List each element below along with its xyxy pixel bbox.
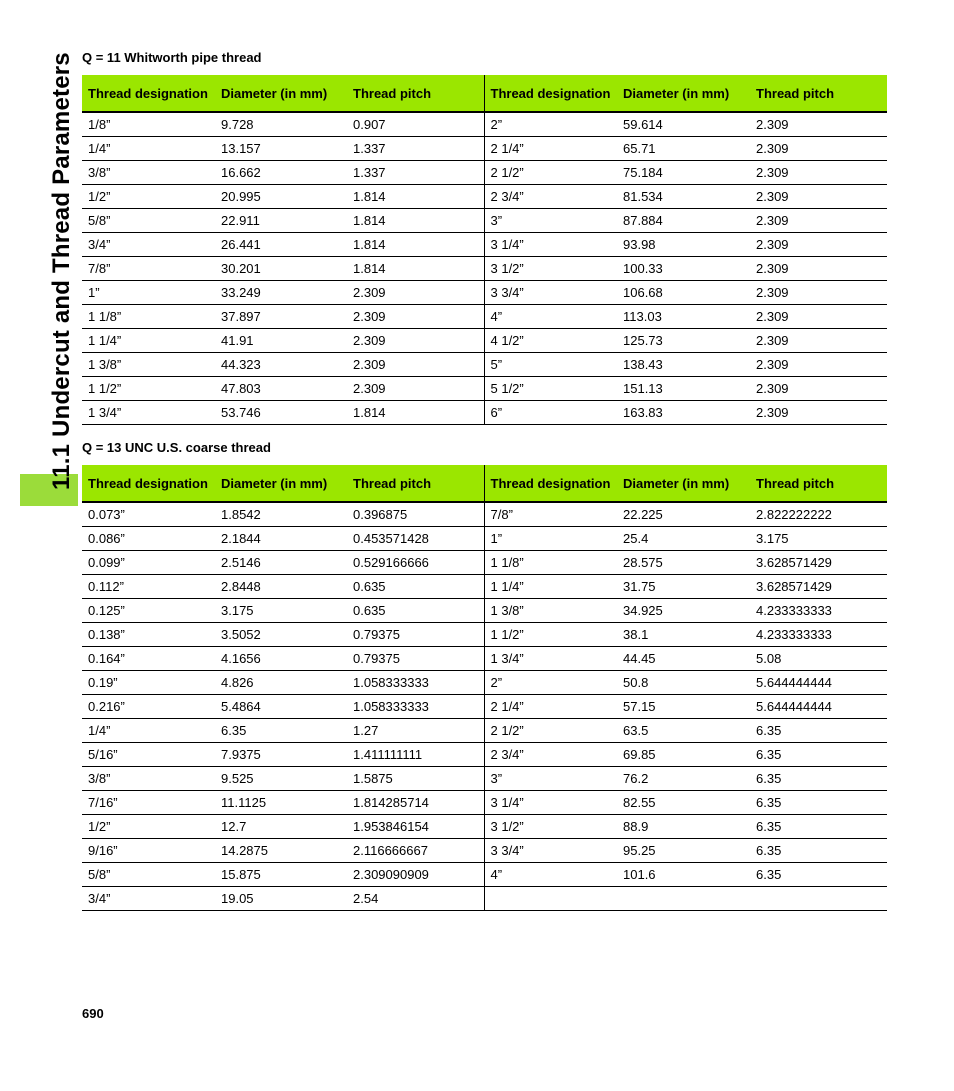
thread-pitch-cell: 2.309 (750, 329, 887, 353)
thread-pitch-cell: 2.309 (750, 377, 887, 401)
thread-pitch-cell: 0.453571428 (347, 527, 484, 551)
table-row (82, 815, 887, 839)
table-row (82, 791, 887, 815)
thread-designation-cell: 9/16” (82, 839, 215, 863)
header-diameter: Diameter (in mm) (617, 75, 750, 112)
diameter-cell: 12.7 (215, 815, 347, 839)
thread-designation-cell: 1 1/8” (82, 305, 215, 329)
table-row (82, 647, 887, 671)
diameter-cell: 14.2875 (215, 839, 347, 863)
diameter-cell: 53.746 (215, 401, 347, 425)
thread-pitch-cell: 3.628571429 (750, 551, 887, 575)
header-diameter: Diameter (in mm) (215, 75, 347, 112)
thread-designation-cell: 5/8” (82, 209, 215, 233)
thread-pitch-cell: 2.309 (750, 305, 887, 329)
thread-designation-cell: 1 1/4” (82, 329, 215, 353)
thread-pitch-cell: 5.644444444 (750, 695, 887, 719)
thread-designation-cell: 1 1/2” (484, 623, 617, 647)
thread-designation-cell: 1” (484, 527, 617, 551)
table-row (82, 527, 887, 551)
diameter-cell: 63.5 (617, 719, 750, 743)
whitworth-section-title: Q = 11 Whitworth pipe thread (82, 50, 262, 65)
diameter-cell: 9.525 (215, 767, 347, 791)
diameter-cell: 9.728 (215, 112, 347, 137)
thread-pitch-cell: 1.814 (347, 401, 484, 425)
table-row (82, 329, 887, 353)
diameter-cell: 4.1656 (215, 647, 347, 671)
table-row (82, 401, 887, 425)
table-row (82, 161, 887, 185)
thread-designation-cell: 7/8” (82, 257, 215, 281)
thread-pitch-cell: 1.058333333 (347, 671, 484, 695)
diameter-cell: 82.55 (617, 791, 750, 815)
table-row (82, 599, 887, 623)
thread-designation-cell: 2 1/2” (484, 719, 617, 743)
thread-designation-cell: 1 3/8” (82, 353, 215, 377)
thread-designation-cell: 1” (82, 281, 215, 305)
thread-pitch-cell: 6.35 (750, 719, 887, 743)
table-row (82, 377, 887, 401)
diameter-cell: 57.15 (617, 695, 750, 719)
thread-pitch-cell: 2.309 (750, 161, 887, 185)
header-thread-pitch: Thread pitch (347, 75, 484, 112)
header-diameter: Diameter (in mm) (617, 465, 750, 502)
thread-designation-cell: 5/16” (82, 743, 215, 767)
thread-pitch-cell: 0.396875 (347, 502, 484, 527)
diameter-cell: 69.85 (617, 743, 750, 767)
thread-pitch-cell: 1.953846154 (347, 815, 484, 839)
thread-designation-cell: 3” (484, 209, 617, 233)
diameter-cell: 138.43 (617, 353, 750, 377)
thread-designation-cell: 2 1/4” (484, 137, 617, 161)
diameter-cell: 93.98 (617, 233, 750, 257)
diameter-cell: 1.8542 (215, 502, 347, 527)
thread-pitch-cell: 2.309 (347, 353, 484, 377)
thread-designation-cell: 7/8” (484, 502, 617, 527)
thread-designation-cell: 3 3/4” (484, 281, 617, 305)
thread-pitch-cell: 3.628571429 (750, 575, 887, 599)
thread-designation-cell: 2 1/4” (484, 695, 617, 719)
thread-pitch-cell: 6.35 (750, 815, 887, 839)
diameter-cell: 30.201 (215, 257, 347, 281)
thread-pitch-cell: 4.233333333 (750, 599, 887, 623)
table-row (82, 719, 887, 743)
diameter-cell: 5.4864 (215, 695, 347, 719)
thread-pitch-cell: 2.309 (750, 185, 887, 209)
diameter-cell: 25.4 (617, 527, 750, 551)
diameter-cell: 13.157 (215, 137, 347, 161)
whitworth-table (82, 75, 887, 425)
thread-designation-cell: 3/8” (82, 161, 215, 185)
diameter-cell: 151.13 (617, 377, 750, 401)
thread-pitch-cell: 0.79375 (347, 647, 484, 671)
table-row (82, 839, 887, 863)
thread-pitch-cell: 2.309 (750, 353, 887, 377)
thread-designation-cell: 3 1/4” (484, 791, 617, 815)
header-thread-designation: Thread designation (82, 465, 215, 502)
thread-designation-cell: 2 3/4” (484, 185, 617, 209)
diameter-cell: 15.875 (215, 863, 347, 887)
thread-pitch-cell: 2.309 (750, 281, 887, 305)
table-row (82, 887, 887, 911)
diameter-cell: 113.03 (617, 305, 750, 329)
table-row (82, 233, 887, 257)
thread-designation-cell: 1 1/8” (484, 551, 617, 575)
thread-designation-cell: 3/8” (82, 767, 215, 791)
header-thread-designation: Thread designation (484, 75, 617, 112)
thread-designation-cell: 0.19” (82, 671, 215, 695)
thread-pitch-cell: 6.35 (750, 863, 887, 887)
thread-pitch-cell: 1.411111111 (347, 743, 484, 767)
diameter-cell: 2.8448 (215, 575, 347, 599)
thread-pitch-cell: 2.309 (750, 209, 887, 233)
thread-pitch-cell: 1.814 (347, 257, 484, 281)
thread-designation-cell: 5/8” (82, 863, 215, 887)
diameter-cell: 3.175 (215, 599, 347, 623)
thread-designation-cell: 0.073” (82, 502, 215, 527)
diameter-cell: 163.83 (617, 401, 750, 425)
thread-designation-cell: 1/4” (82, 137, 215, 161)
thread-designation-cell: 0.099” (82, 551, 215, 575)
thread-pitch-cell: 2.309 (347, 305, 484, 329)
diameter-cell: 41.91 (215, 329, 347, 353)
thread-designation-cell: 3 1/2” (484, 257, 617, 281)
thread-pitch-cell: 1.337 (347, 137, 484, 161)
diameter-cell: 44.45 (617, 647, 750, 671)
table-row (82, 305, 887, 329)
table-row (82, 551, 887, 575)
table-row (82, 209, 887, 233)
diameter-cell: 28.575 (617, 551, 750, 575)
thread-pitch-cell: 1.814285714 (347, 791, 484, 815)
thread-pitch-cell: 0.529166666 (347, 551, 484, 575)
thread-designation-cell: 1/8” (82, 112, 215, 137)
diameter-cell: 50.8 (617, 671, 750, 695)
table-row (82, 695, 887, 719)
thread-pitch-cell: 1.27 (347, 719, 484, 743)
thread-designation-cell: 1 3/4” (82, 401, 215, 425)
table-row (82, 623, 887, 647)
thread-pitch-cell: 2.309 (347, 281, 484, 305)
table-header-row (82, 75, 887, 112)
table-row (82, 257, 887, 281)
thread-pitch-cell: 0.907 (347, 112, 484, 137)
diameter-cell: 47.803 (215, 377, 347, 401)
thread-designation-cell: 0.112” (82, 575, 215, 599)
table-row (82, 863, 887, 887)
thread-designation-cell: 2” (484, 112, 617, 137)
thread-designation-cell: 5” (484, 353, 617, 377)
thread-designation-cell: 0.164” (82, 647, 215, 671)
thread-pitch-cell: 1.5875 (347, 767, 484, 791)
table-row (82, 281, 887, 305)
diameter-cell: 65.71 (617, 137, 750, 161)
diameter-cell (617, 887, 750, 911)
thread-pitch-cell: 4.233333333 (750, 623, 887, 647)
diameter-cell: 87.884 (617, 209, 750, 233)
header-thread-designation: Thread designation (484, 465, 617, 502)
diameter-cell: 106.68 (617, 281, 750, 305)
diameter-cell: 4.826 (215, 671, 347, 695)
thread-designation-cell: 7/16” (82, 791, 215, 815)
diameter-cell: 3.5052 (215, 623, 347, 647)
diameter-cell: 2.5146 (215, 551, 347, 575)
diameter-cell: 22.225 (617, 502, 750, 527)
thread-designation-cell: 5 1/2” (484, 377, 617, 401)
table-row (82, 743, 887, 767)
diameter-cell: 19.05 (215, 887, 347, 911)
thread-pitch-cell: 0.79375 (347, 623, 484, 647)
thread-pitch-cell: 2.309 (750, 401, 887, 425)
thread-pitch-cell: 6.35 (750, 743, 887, 767)
thread-designation-cell: 0.125” (82, 599, 215, 623)
diameter-cell: 7.9375 (215, 743, 347, 767)
thread-pitch-cell: 2.309090909 (347, 863, 484, 887)
thread-designation-cell: 1 3/4” (484, 647, 617, 671)
diameter-cell: 95.25 (617, 839, 750, 863)
thread-designation-cell: 2 3/4” (484, 743, 617, 767)
thread-pitch-cell: 6.35 (750, 839, 887, 863)
header-thread-designation: Thread designation (82, 75, 215, 112)
thread-pitch-cell: 2.309 (750, 137, 887, 161)
thread-designation-cell: 4” (484, 305, 617, 329)
table-row (82, 137, 887, 161)
table-row (82, 502, 887, 527)
thread-pitch-cell: 0.635 (347, 599, 484, 623)
table-row (82, 671, 887, 695)
thread-designation-cell: 1 1/4” (484, 575, 617, 599)
thread-designation-cell: 0.086” (82, 527, 215, 551)
table-row (82, 112, 887, 137)
diameter-cell: 2.1844 (215, 527, 347, 551)
thread-pitch-cell: 3.175 (750, 527, 887, 551)
thread-designation-cell: 0.216” (82, 695, 215, 719)
thread-designation-cell: 6” (484, 401, 617, 425)
thread-designation-cell: 3/4” (82, 887, 215, 911)
thread-designation-cell: 1/2” (82, 815, 215, 839)
unc-section-title: Q = 13 UNC U.S. coarse thread (82, 440, 271, 455)
header-thread-pitch: Thread pitch (750, 75, 887, 112)
diameter-cell: 125.73 (617, 329, 750, 353)
thread-pitch-cell: 6.35 (750, 767, 887, 791)
thread-designation-cell: 1/2” (82, 185, 215, 209)
thread-pitch-cell: 5.644444444 (750, 671, 887, 695)
diameter-cell: 31.75 (617, 575, 750, 599)
thread-pitch-cell: 1.814 (347, 185, 484, 209)
header-diameter: Diameter (in mm) (215, 465, 347, 502)
thread-pitch-cell: 2.309 (750, 257, 887, 281)
thread-designation-cell: 3 1/4” (484, 233, 617, 257)
thread-designation-cell: 2 1/2” (484, 161, 617, 185)
diameter-cell: 22.911 (215, 209, 347, 233)
thread-designation-cell: 3” (484, 767, 617, 791)
thread-designation-cell: 4 1/2” (484, 329, 617, 353)
unc-table (82, 465, 887, 911)
thread-pitch-cell: 1.058333333 (347, 695, 484, 719)
diameter-cell: 88.9 (617, 815, 750, 839)
thread-designation-cell: 0.138” (82, 623, 215, 647)
table-row (82, 767, 887, 791)
diameter-cell: 38.1 (617, 623, 750, 647)
diameter-cell: 76.2 (617, 767, 750, 791)
diameter-cell: 34.925 (617, 599, 750, 623)
diameter-cell: 6.35 (215, 719, 347, 743)
thread-designation-cell: 2” (484, 671, 617, 695)
thread-designation-cell: 4” (484, 863, 617, 887)
diameter-cell: 11.1125 (215, 791, 347, 815)
thread-pitch-cell: 2.309 (347, 377, 484, 401)
thread-designation-cell: 3 3/4” (484, 839, 617, 863)
table-row (82, 353, 887, 377)
thread-pitch-cell: 6.35 (750, 791, 887, 815)
thread-pitch-cell: 2.54 (347, 887, 484, 911)
diameter-cell: 59.614 (617, 112, 750, 137)
thread-designation-cell: 1/4” (82, 719, 215, 743)
thread-pitch-cell: 1.814 (347, 233, 484, 257)
thread-pitch-cell: 2.309 (347, 329, 484, 353)
table-row (82, 575, 887, 599)
header-thread-pitch: Thread pitch (750, 465, 887, 502)
diameter-cell: 101.6 (617, 863, 750, 887)
thread-pitch-cell: 5.08 (750, 647, 887, 671)
thread-pitch-cell: 1.814 (347, 209, 484, 233)
diameter-cell: 16.662 (215, 161, 347, 185)
thread-pitch-cell: 2.309 (750, 112, 887, 137)
thread-designation-cell: 1 1/2” (82, 377, 215, 401)
table-row (82, 185, 887, 209)
diameter-cell: 81.534 (617, 185, 750, 209)
chapter-side-title-text: 11.1 Undercut and Thread Parameters (48, 52, 75, 490)
diameter-cell: 37.897 (215, 305, 347, 329)
thread-pitch-cell: 2.116666667 (347, 839, 484, 863)
page-number: 690 (82, 1006, 104, 1021)
thread-designation-cell: 3/4” (82, 233, 215, 257)
thread-pitch-cell: 0.635 (347, 575, 484, 599)
thread-pitch-cell: 2.822222222 (750, 502, 887, 527)
header-thread-pitch: Thread pitch (347, 465, 484, 502)
diameter-cell: 20.995 (215, 185, 347, 209)
table-header-row (82, 465, 887, 502)
thread-pitch-cell: 2.309 (750, 233, 887, 257)
diameter-cell: 100.33 (617, 257, 750, 281)
diameter-cell: 33.249 (215, 281, 347, 305)
thread-designation-cell: 3 1/2” (484, 815, 617, 839)
thread-designation-cell: 1 3/8” (484, 599, 617, 623)
diameter-cell: 75.184 (617, 161, 750, 185)
thread-pitch-cell (750, 887, 887, 911)
diameter-cell: 44.323 (215, 353, 347, 377)
thread-designation-cell (484, 887, 617, 911)
diameter-cell: 26.441 (215, 233, 347, 257)
thread-pitch-cell: 1.337 (347, 161, 484, 185)
